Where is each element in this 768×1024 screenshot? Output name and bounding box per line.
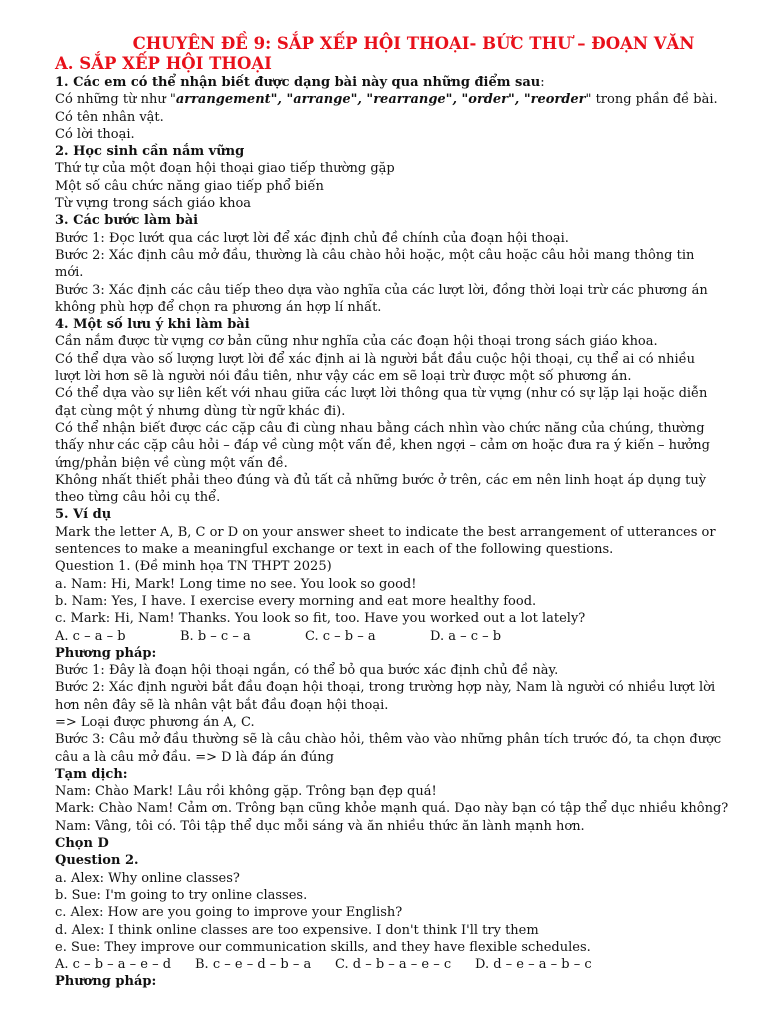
q2-option-d: D. d – e – a – b – c [475,957,592,973]
s3-step-3b: không phù hợp để chọn ra phương án hợp lí nhất. [55,299,382,315]
s5-intro-a: Mark the letter A, B, C or D on your answer sheet to indicate the best arrangement of utterances or [55,524,716,540]
s4-line-2a: Có thể dựa vào số lượng lượt lời để xác định ai là người bắt đầu cuộc hội thoại, cụ thể ai có nhiều [55,351,696,367]
s4-line-3a: Có thể dựa vào sự liên kết với nhau giữa các lượt lời thông qua từ vựng (như có sự lặp lại hoặc diễn [55,386,708,402]
s5-intro-b: sentences to make a meaningful exchange or text in each of the following questions. [55,542,614,558]
q2-utterance-b: b. Sue: I'm going to try online classes. [55,887,308,903]
q2-utterance-c: c. Alex: How are you going to improve your English? [55,905,403,921]
q1-translation-2: Mark: Chào Nam! Cảm ơn. Trông bạn cũng khỏe mạnh quá. Dạo này bạn có tập thể dục nhiều không? [55,801,729,817]
s4-line-5a: Không nhất thiết phải theo đúng và đủ tất cả những bước ở trên, các em nên linh hoạt áp dụng tuỳ [55,472,707,488]
s3-heading: 3. Các bước làm bài [55,213,199,229]
q2-utterance-d: d. Alex: I think online classes are too expensive. I don't think I'll try them [55,922,539,938]
s4-line-2b: lượt lời hơn sẽ là người nói đầu tiên, như vậy các em sẽ loại trừ được một số phương án. [55,369,632,385]
q1-translation-1: Nam: Chào Mark! Lâu rồi không gặp. Trông bạn đẹp quá! [55,784,437,800]
q2-utterance-a: a. Alex: Why online classes? [55,870,240,886]
s5-heading: 5. Ví dụ [55,507,112,523]
s3-step-2b: mới. [55,265,84,281]
q1-method-3a: Bước 3: Câu mở đầu thường sẽ là câu chào hỏi, thêm vào vào những phân tích trước đó, ta chọn được [55,732,722,748]
q2-utterance-e: e. Sue: They improve our communication skills, and they have flexible schedules. [55,939,591,955]
s3-step-2a: Bước 2: Xác định câu mở đầu, thường là câu chào hỏi hoặc, một câu hoặc câu hỏi mang thông tin [55,247,695,263]
q1-options [55,628,732,645]
q1-method-2a: Bước 2: Xác định người bắt đầu đoạn hội thoại, trong trường hợp này, Nam là người có nhiều lượt lời [55,680,716,696]
q1-method-2b: hơn nên đây sẽ là nhân vật bắt đầu đoạn hội thoại. [55,697,389,713]
q1-method-2c: => Loại được phương án A, C. [55,714,255,730]
q1-answer: Chọn D [55,836,109,852]
s2-line-3: Từ vựng trong sách giáo khoa [55,196,252,212]
q1-method-heading: Phương pháp: [55,645,157,661]
s4-line-4c: ứng/phản biện về cùng một vấn đề. [55,455,288,471]
q1-title: Question 1. (Đề minh họa TN THPT 2025) [55,559,332,575]
s4-line-4a: Có thể nhận biết được các cặp câu đi cùng nhau bằng cách nhìn vào chức năng của chúng, thường [55,420,705,436]
s4-line-5b: theo từng câu hỏi cụ thể. [55,490,221,506]
q1-option-c: C. c – b – a [305,628,376,644]
s4-line-1: Cần nắm được từ vựng cơ bản cũng như nghĩa của các đoạn hội thoại trong sách giáo khoa. [55,334,658,350]
s1-keywords-line [55,91,732,108]
q1-method-3b: câu a là câu mở đầu. => D là đáp án đúng [55,749,334,765]
s1-kw-prefix: Có những từ như " [55,92,176,108]
s3-step-1: Bước 1: Đọc lướt qua các lượt lời để xác định chủ đề chính của đoạn hội thoại. [55,230,569,246]
q2-method-heading: Phương pháp: [55,974,157,990]
s1-heading-colon: : [540,75,545,90]
s1-line-3: Có lời thoại. [55,126,135,142]
q1-utterance-c: c. Mark: Hi, Nam! Thanks. You look so fit, too. Have you worked out a lot lately? [55,611,586,627]
q1-utterance-b: b. Nam: Yes, I have. I exercise every morning and eat more healthy food. [55,593,537,609]
q2-option-a: A. c – b – a – e – d [55,957,172,973]
section-a-heading: A. SẮP XẾP HỘI THOẠI [55,54,272,73]
q2-title: Question 2. [55,853,139,869]
q1-method-1: Bước 1: Đây là đoạn hội thoại ngắn, có thể bỏ qua bước xác định chủ đề này. [55,663,559,679]
q1-option-b: B. b – c – a [180,628,251,644]
q2-option-c: C. d – b – a – e – c [335,957,452,973]
s4-heading: 4. Một số lưu ý khi làm bài [55,317,250,333]
q1-translation-heading: Tạm dịch: [55,766,128,782]
s1-kw-terms: arrangement", "arrange", "rearrange", "order", "reorder [175,92,586,108]
q1-option-d: D. a – c – b [430,628,502,644]
s4-line-4b: thấy như các cặp câu hỏi – đáp về cùng một vấn đề, khen ngợi – cảm ơn hoặc đưa ra ý kiến – hưởng [55,438,710,454]
document-title: CHUYÊN ĐỀ 9: SẮP XẾP HỘI THOẠI- BỨC THƯ – ĐOẠN VĂN [132,34,695,53]
s1-heading-text: 1. Các em có thể nhận biết được dạng bài này qua những điểm sau [55,75,541,90]
s4-line-3b: đạt cùng một ý nhưng dùng từ ngữ khác đi). [55,403,346,419]
s2-line-2: Một số câu chức năng giao tiếp phổ biến [55,178,324,194]
s2-heading: 2. Học sinh cần nắm vững [55,144,245,160]
q1-utterance-a: a. Nam: Hi, Mark! Long time no see. You look so good! [55,576,417,592]
s1-line-2: Có tên nhân vật. [55,109,164,125]
s1-heading [55,74,732,91]
s3-step-3a: Bước 3: Xác định các câu tiếp theo dựa vào nghĩa của các lượt lời, đồng thời loại trừ các phương án [55,282,708,298]
q2-option-b: B. c – e – d – b – a [195,957,312,973]
s2-line-1: Thứ tự của một đoạn hội thoại giao tiếp thường gặp [55,161,395,177]
q1-option-a: A. c – a – b [55,628,126,644]
q2-options [55,956,732,973]
q1-translation-3: Nam: Vâng, tôi có. Tôi tập thể dục mỗi sáng và ăn nhiều thức ăn lành mạnh hơn. [55,818,585,834]
s1-kw-suffix: " trong phần đề bài. [585,92,718,108]
